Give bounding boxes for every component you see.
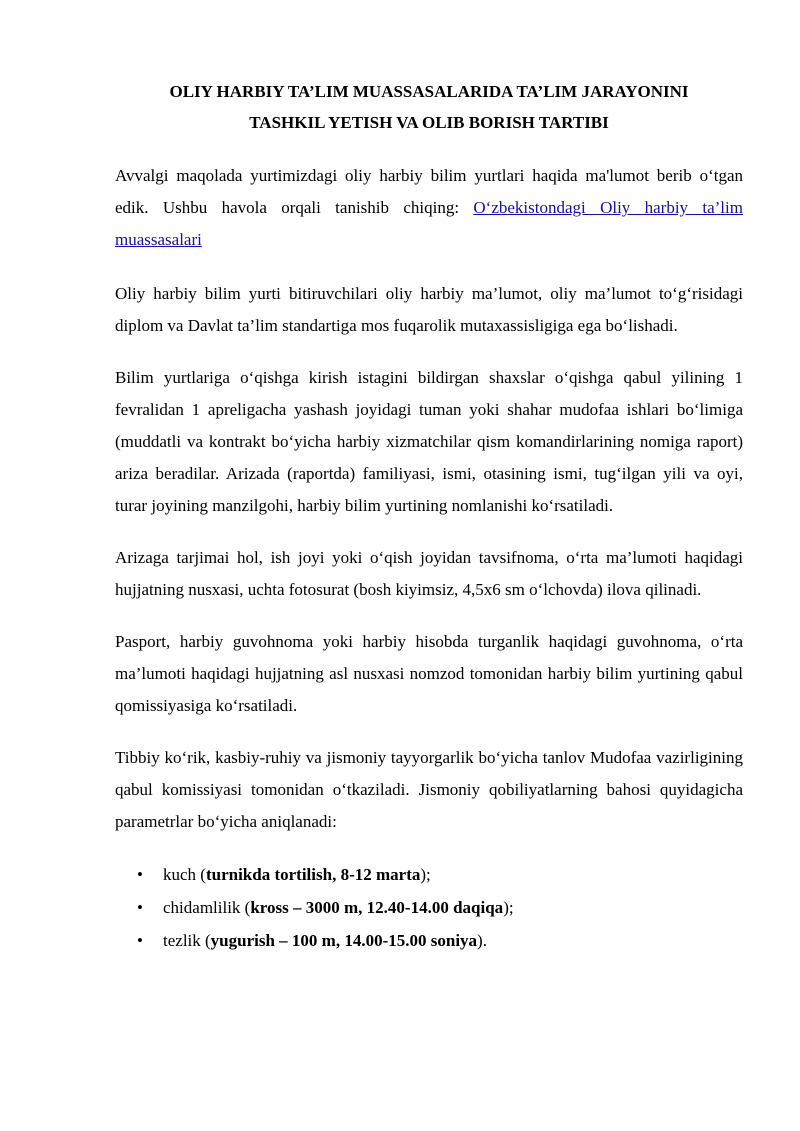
paragraph-selection: Tibbiy ko‘rik, kasbiy-ruhiy va jismoniy tayyorgarlik bo‘yicha tanlov Mudofaa vazirligining qabul komissiyasi tomonidan o‘tkaziladi. Jismoniy qobiliyatlarning bahosi quyidagicha parametrlar bo‘yicha aniqlanadi:	[115, 748, 743, 831]
list-item-suffix: );	[420, 865, 431, 884]
list-item-prefix: tezlik (	[163, 931, 211, 950]
intro-text: Avvalgi maqolada yurtimizdagi oliy harbiy bilim yurtlari haqida ma'lumot berib o‘tgan edik. Ushbu havola orqali tanishib chiqing:	[115, 166, 743, 217]
bullet-icon: •	[137, 865, 143, 884]
paragraph-graduates: Oliy harbiy bilim yurti bitiruvchilari oliy harbiy ma’lumot, oliy ma’lumot to‘g‘risidagi diplom va Davlat ta’lim standartiga mos fuqarolik mutaxassisligiga ega bo‘lishadi.	[115, 284, 743, 335]
list-item-strength	[115, 858, 743, 891]
page-title-line-2: TASHKIL YETISH VA OLIB BORISH TARTIBI	[249, 113, 609, 132]
document-page	[115, 76, 743, 957]
list-item-prefix: chidamlilik (	[163, 898, 251, 917]
list-item-suffix: );	[503, 898, 514, 917]
paragraph-application: Bilim yurtlariga o‘qishga kirish istagini bildirgan shaxslar o‘qishga qabul yilining 1 fevralidan 1 apreligacha yashash joyidagi tuman yoki shahar mudofaa ishlari bo‘limiga (muddatli va kontrakt bo‘yicha harbiy xizmatchilar qism komandirlarining nomiga raport) ariza beradilar. Arizada (raportda) familiyasi, ismi, otasining ismi, tug‘ilgan yili va oyi, turar joyining manzilgohi, harbiy bilim yurtining nomlanishi ko‘rsatiladi.	[115, 368, 743, 515]
list-item-bold: turnikda tortilish, 8-12 marta	[205, 865, 421, 884]
list-item-prefix: kuch (	[163, 865, 206, 884]
paragraph-documents: Pasport, harbiy guvohnoma yoki harbiy hisobda turganlik haqidagi guvohnoma, o‘rta ma’lumoti haqidagi hujjatning asl nusxasi nomzod tomonidan harbiy bilim yurtining qabul qomissiyasiga ko‘rsatiladi.	[115, 632, 743, 715]
page-title-line-1: OLIY HARBIY TA’LIM MUASSASALARIDA TA’LIM JARAYONINI	[169, 82, 689, 101]
list-item-bold: yugurish – 100 m, 14.00-15.00 soniya	[210, 931, 478, 950]
list-item-speed	[115, 924, 743, 957]
list-item-suffix: ).	[477, 931, 487, 950]
list-item-bold: kross – 3000 m, 12.40-14.00 daqiqa	[250, 898, 504, 917]
paragraph-attachments: Arizaga tarjimai hol, ish joyi yoki o‘qish joyidan tavsifnoma, o‘rta ma’lumoti haqidagi hujjatning nusxasi, uchta fotosurat (bosh kiyimsiz, 4,5x6 sm o‘lchovda) ilova qilinadi.	[115, 548, 743, 599]
article-link[interactable]: O‘zbekistondagi Oliy harbiy ta’lim muassasalari	[115, 198, 743, 249]
page-title	[115, 76, 743, 138]
parameters-list	[115, 858, 743, 957]
intro-paragraph	[115, 160, 743, 256]
list-item-endurance	[115, 891, 743, 924]
bullet-icon: •	[137, 931, 143, 950]
bullet-icon: •	[137, 898, 143, 917]
